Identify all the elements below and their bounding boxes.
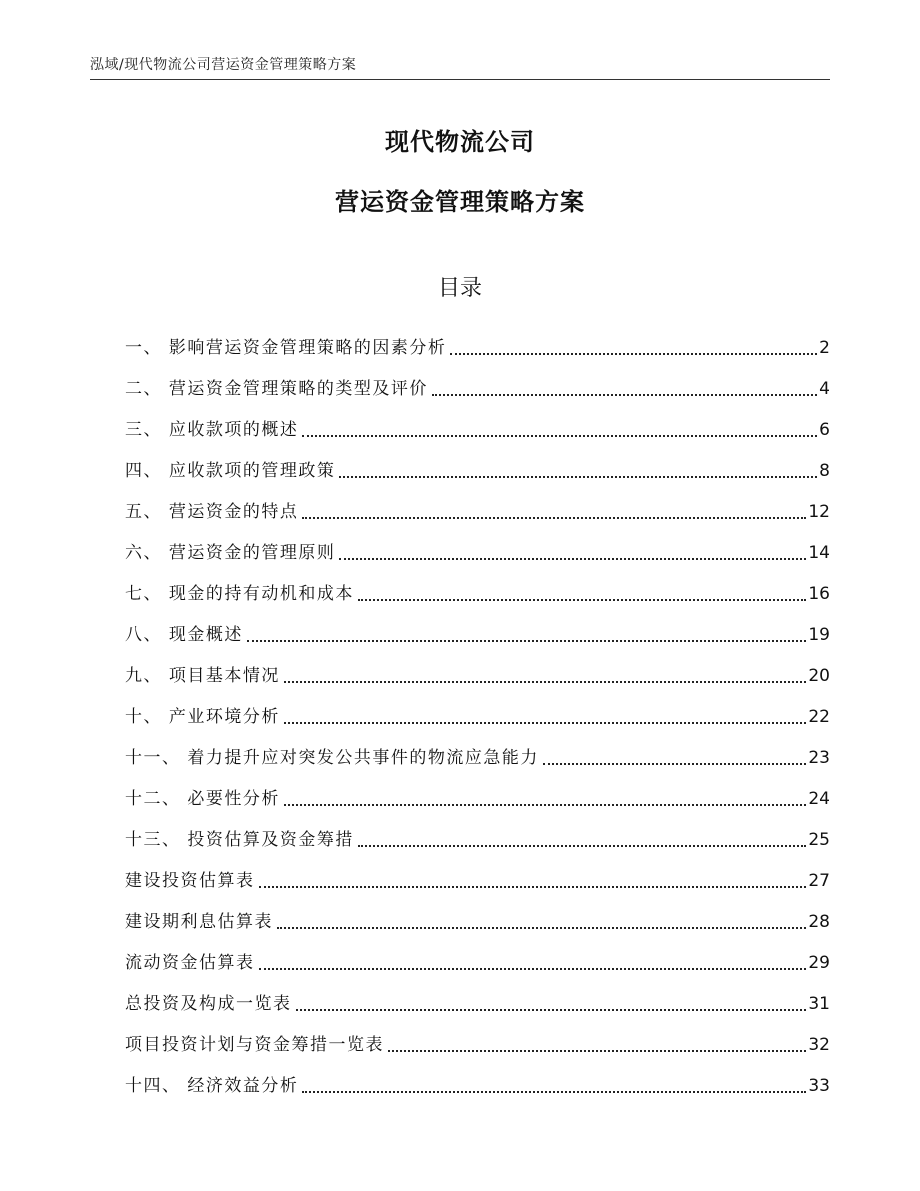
toc-entry[interactable] bbox=[125, 609, 830, 650]
toc-entry-page-number: 12 bbox=[808, 502, 830, 522]
toc-dot-leader bbox=[358, 845, 806, 847]
toc-entry[interactable] bbox=[125, 445, 830, 486]
toc-entry-page-number: 19 bbox=[808, 625, 830, 645]
toc-entry-label: 九、 项目基本情况 bbox=[125, 666, 280, 686]
toc-dot-leader bbox=[339, 558, 806, 560]
toc-entry[interactable] bbox=[125, 814, 830, 855]
toc-entry-label: 十四、 经济效益分析 bbox=[125, 1076, 299, 1096]
toc-entry-page-number: 4 bbox=[819, 379, 830, 399]
toc-dot-leader bbox=[302, 517, 806, 519]
toc-dot-leader bbox=[358, 599, 806, 601]
toc-dot-leader bbox=[284, 681, 806, 683]
toc-heading: 目录 bbox=[437, 276, 482, 301]
toc-entry-page-number: 23 bbox=[808, 748, 830, 768]
toc-entry[interactable] bbox=[125, 527, 830, 568]
toc-dot-leader bbox=[543, 763, 806, 765]
toc-dot-leader bbox=[302, 435, 817, 437]
toc-entry[interactable] bbox=[125, 486, 830, 527]
toc-entry[interactable] bbox=[125, 691, 830, 732]
toc-entry-page-number: 31 bbox=[808, 994, 830, 1014]
toc-entry-page-number: 25 bbox=[808, 830, 830, 850]
toc-entry-label: 总投资及构成一览表 bbox=[125, 994, 292, 1014]
toc-entry-label: 四、 应收款项的管理政策 bbox=[125, 461, 336, 481]
toc-dot-leader bbox=[339, 476, 817, 478]
toc-entry[interactable] bbox=[125, 322, 830, 363]
toc-entry[interactable] bbox=[125, 568, 830, 609]
toc-entry-label: 十一、 着力提升应对突发公共事件的物流应急能力 bbox=[125, 748, 539, 768]
toc-entry-page-number: 29 bbox=[808, 953, 830, 973]
toc-dot-leader bbox=[432, 394, 817, 396]
toc-dot-leader bbox=[388, 1050, 806, 1052]
running-header: 泓域/现代物流公司营运资金管理策略方案 bbox=[90, 57, 357, 73]
toc-entry-page-number: 24 bbox=[808, 789, 830, 809]
toc-entry[interactable] bbox=[125, 937, 830, 978]
toc-dot-leader bbox=[247, 640, 806, 642]
toc-entry-page-number: 28 bbox=[808, 912, 830, 932]
toc-entry-page-number: 6 bbox=[819, 420, 830, 440]
toc-dot-leader bbox=[450, 353, 817, 355]
document-title-company: 现代物流公司 bbox=[385, 128, 535, 156]
toc-entry[interactable] bbox=[125, 404, 830, 445]
toc-entry-page-number: 22 bbox=[808, 707, 830, 727]
toc-dot-leader bbox=[277, 927, 806, 929]
toc-entry[interactable] bbox=[125, 363, 830, 404]
toc-entry-page-number: 20 bbox=[808, 666, 830, 686]
toc-dot-leader bbox=[259, 886, 807, 888]
toc-entry-label: 二、 营运资金管理策略的类型及评价 bbox=[125, 379, 428, 399]
toc-entry-label: 七、 现金的持有动机和成本 bbox=[125, 584, 354, 604]
toc-entry[interactable] bbox=[125, 773, 830, 814]
toc-entry-label: 五、 营运资金的特点 bbox=[125, 502, 299, 522]
toc-entry-label: 流动资金估算表 bbox=[125, 953, 255, 973]
toc-entry-label: 项目投资计划与资金筹措一览表 bbox=[125, 1035, 384, 1055]
header-divider bbox=[90, 79, 830, 80]
toc-dot-leader bbox=[302, 1091, 806, 1093]
toc-entry[interactable] bbox=[125, 855, 830, 896]
toc-entry-page-number: 32 bbox=[808, 1035, 830, 1055]
toc-entry-page-number: 2 bbox=[819, 338, 830, 358]
toc-entry-label: 八、 现金概述 bbox=[125, 625, 243, 645]
toc-entry-label: 一、 影响营运资金管理策略的因素分析 bbox=[125, 338, 447, 358]
toc-dot-leader bbox=[259, 968, 807, 970]
toc-entry-page-number: 33 bbox=[808, 1076, 830, 1096]
toc-entry[interactable] bbox=[125, 1019, 830, 1060]
toc-entry-label: 十、 产业环境分析 bbox=[125, 707, 280, 727]
toc-entry-page-number: 27 bbox=[808, 871, 830, 891]
toc-entry-label: 建设期利息估算表 bbox=[125, 912, 273, 932]
toc-entry-label: 三、 应收款项的概述 bbox=[125, 420, 299, 440]
toc-entry-label: 十二、 必要性分析 bbox=[125, 789, 280, 809]
toc-entry[interactable] bbox=[125, 1060, 830, 1101]
table-of-contents bbox=[125, 322, 830, 1101]
toc-entry[interactable] bbox=[125, 978, 830, 1019]
toc-dot-leader bbox=[284, 722, 806, 724]
toc-entry[interactable] bbox=[125, 650, 830, 691]
toc-entry-page-number: 14 bbox=[808, 543, 830, 563]
toc-dot-leader bbox=[284, 804, 806, 806]
toc-entry-page-number: 16 bbox=[808, 584, 830, 604]
toc-entry[interactable] bbox=[125, 896, 830, 937]
document-title-subject: 营运资金管理策略方案 bbox=[335, 188, 585, 216]
toc-entry[interactable] bbox=[125, 732, 830, 773]
toc-entry-label: 建设投资估算表 bbox=[125, 871, 255, 891]
toc-entry-label: 十三、 投资估算及资金筹措 bbox=[125, 830, 354, 850]
toc-dot-leader bbox=[296, 1009, 807, 1011]
toc-entry-page-number: 8 bbox=[819, 461, 830, 481]
toc-entry-label: 六、 营运资金的管理原则 bbox=[125, 543, 336, 563]
